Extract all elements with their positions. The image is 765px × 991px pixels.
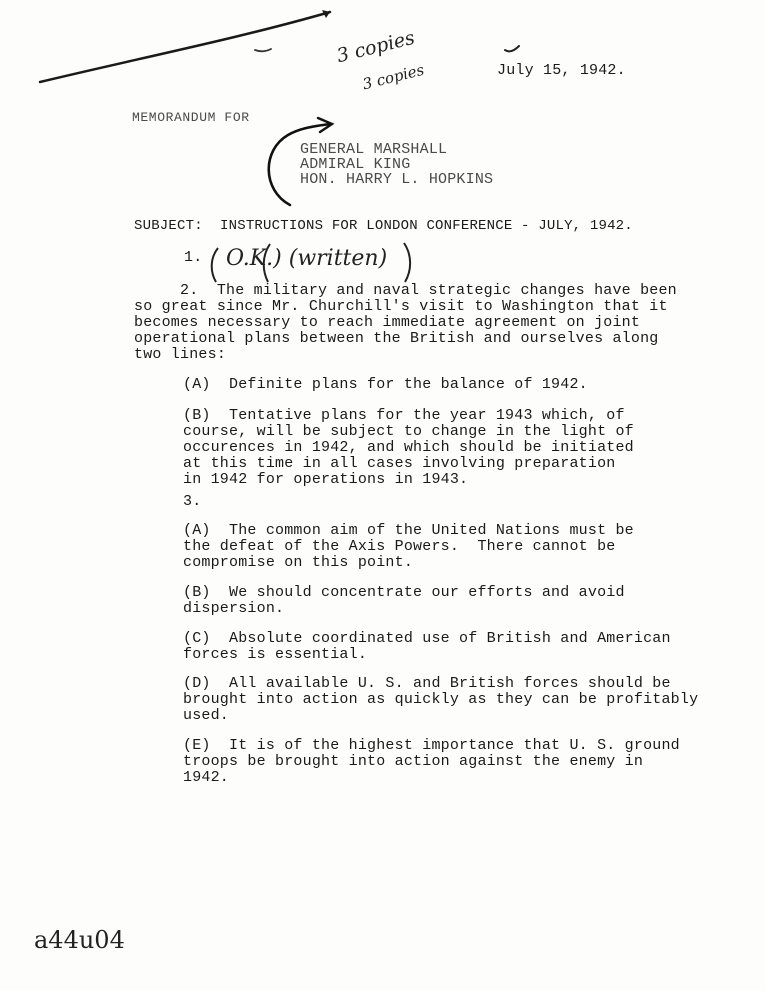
paragraph-2b-line: course, will be subject to change in the light of bbox=[183, 423, 634, 440]
paragraph-3b-line: (B) We should concentrate our efforts and avoid bbox=[183, 584, 625, 601]
paragraph-3a-line: the defeat of the Axis Powers. There cannot be bbox=[183, 538, 616, 555]
paragraph-2b-line: (B) Tentative plans for the year 1943 which, of bbox=[183, 407, 625, 424]
handwritten-note-copies-2: 3 copies bbox=[360, 60, 426, 94]
paragraph-2b-line: in 1942 for operations in 1943. bbox=[183, 471, 469, 488]
paragraph-3c-line: (C) Absolute coordinated use of British and American bbox=[183, 630, 671, 647]
paragraph-3c-line: forces is essential. bbox=[183, 646, 368, 663]
archive-code-handwritten: a44u04 bbox=[34, 926, 125, 954]
paragraph-3e-line: 1942. bbox=[183, 769, 230, 786]
memo-subject: SUBJECT: INSTRUCTIONS FOR LONDON CONFERENCE - JULY, 1942. bbox=[134, 218, 633, 234]
paragraph-3d-line: used. bbox=[183, 707, 230, 724]
paragraph-3d-line: brought into action as quickly as they can be profitably bbox=[183, 691, 699, 708]
paragraph-3a-line: compromise on this point. bbox=[183, 554, 414, 571]
paragraph-3a-line: (A) The common aim of the United Nations must be bbox=[183, 522, 634, 539]
paragraph-2-line: operational plans between the British and ourselves along bbox=[134, 330, 659, 347]
paragraph-2b-line: occurences in 1942, and which should be initiated bbox=[183, 439, 634, 456]
paragraph-2-line: 2. The military and naval strategic changes have been bbox=[134, 282, 677, 299]
paragraph-2-line: becomes necessary to reach immediate agreement on joint bbox=[134, 314, 641, 331]
memo-date: July 15, 1942. bbox=[497, 62, 626, 79]
paragraph-2b-line: at this time in all cases involving preparation bbox=[183, 455, 616, 472]
paragraph-3e-line: troops be brought into action against the enemy in bbox=[183, 753, 644, 770]
paragraph-2-line: so great since Mr. Churchill's visit to Washington that it bbox=[134, 298, 668, 315]
recipient-harry-hopkins: HON. HARRY L. HOPKINS bbox=[300, 171, 494, 188]
handwritten-note-copies-1: 3 copies bbox=[334, 26, 417, 68]
item-1-number: 1. bbox=[184, 249, 203, 266]
paragraph-3e-line: (E) It is of the highest importance that U. S. ground bbox=[183, 737, 680, 754]
item-3-number: 3. bbox=[183, 493, 202, 510]
paragraph-2a: (A) Definite plans for the balance of 1942. bbox=[183, 376, 588, 393]
paragraph-3d-line: (D) All available U. S. and British forces should be bbox=[183, 675, 671, 692]
paragraph-3b-line: dispersion. bbox=[183, 600, 285, 617]
recipient-admiral-king: ADMIRAL KING bbox=[300, 156, 411, 173]
memorandum-for-label: MEMORANDUM FOR bbox=[132, 110, 250, 125]
recipient-general-marshall: GENERAL MARSHALL bbox=[300, 141, 448, 158]
item-1-handwritten: O.K.) (written) bbox=[226, 246, 388, 271]
paragraph-2-line: two lines: bbox=[134, 346, 227, 363]
